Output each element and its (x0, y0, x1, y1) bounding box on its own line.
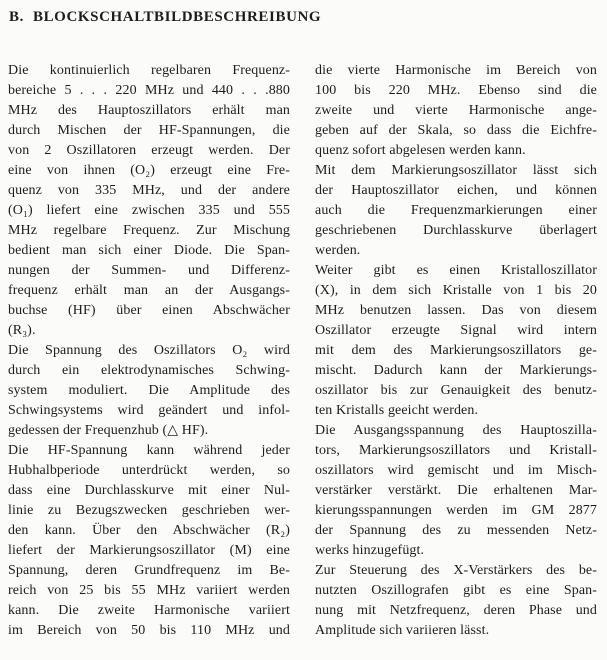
text-line: kierungsspannungen werden im GM 2877 (315, 503, 597, 518)
text-line: reich von 25 bis 55 MHz variiert werden (8, 583, 290, 598)
text-line: quenz sofort abgelesen werden kann. (315, 143, 526, 158)
text-line: nungen der Summen- und Differenz- (8, 263, 290, 278)
text-line: durch ein elektrodynamisches Schwing- (8, 363, 290, 378)
text-column-left (8, 61, 290, 641)
text-line: MHz regelbare Frequenz. Zur Mischung (8, 223, 290, 238)
text-line: buchse (HF) über einen Abschwächer (8, 303, 290, 318)
text-line: bereiche 5 . . . 220 MHz und 440 . . .880 (8, 83, 290, 98)
text-line: auch die Frequenzmarkierungen einer (315, 203, 597, 218)
text-line: linie zu Bezugszwecken geschrieben wer- (8, 503, 290, 518)
text-line: zweite und vierte Harmonische ange- (315, 103, 597, 118)
text-line: (X), in dem sich Kristalle von 1 bis 20 (315, 283, 597, 298)
text-line: geschriebenen Durchlasskurve überlagert (315, 223, 597, 238)
text-line: nutzten Oszillografen gibt es eine Span- (315, 583, 597, 598)
text-column-right (315, 61, 597, 641)
text-line: ten Kristalls geeicht werden. (315, 403, 479, 418)
section-title: BLOCKSCHALTBILDBESCHREIBUNG (32, 9, 322, 25)
text-line: (R₃). (8, 323, 36, 338)
text-line: die vierte Harmonische im Bereich von (315, 63, 597, 78)
text-line: MHz benutzen lassen. Das von diesem (315, 303, 597, 318)
text-line: eine von ihnen (O₂) erzeugt eine Fre- (8, 163, 290, 178)
text-line: werks hinzugefügt. (315, 543, 425, 558)
text-line: Zur Steuerung des X-Verstärkers des be- (315, 563, 597, 578)
section-heading (9, 9, 321, 26)
text-line: den kann. Über den Abschwächer (R₂) (8, 523, 290, 538)
text-line: Mit dem Markierungsoszillator lässt sich (315, 163, 597, 178)
text-line: MHz des Hauptoszillators erhält man (8, 103, 290, 118)
text-line: quenz von 335 MHz, und der andere (8, 183, 290, 198)
text-line: oszillator bis zur Genauigkeit des benutz- (315, 383, 597, 398)
text-line: Die Ausgangsspannung des Hauptoszilla- (315, 423, 597, 438)
text-line: von 2 Oszillatoren erzeugt werden. Der (8, 143, 290, 158)
text-line: Die kontinuierlich regelbaren Frequenz- (8, 63, 290, 78)
text-line: frequenz erhält man an der Ausgangs- (8, 283, 290, 298)
section-letter: B. (9, 9, 24, 25)
text-line: Oszillator erzeugte Signal wird intern (315, 323, 597, 338)
text-line: Spannung, deren Grundfrequenz im Be- (8, 563, 290, 578)
text-line: Hubhalbperiode unterdrückt werden, so (8, 463, 290, 478)
text-line: liefert der Markierungsoszillator (M) eine (8, 543, 290, 558)
text-line: im Bereich von 50 bis 110 MHz und (8, 623, 290, 638)
text-line: mischt. Dadurch kann der Markierungs- (315, 363, 597, 378)
two-column-text (8, 61, 597, 641)
text-line: Schwingsystems wird geändert und infol- (8, 403, 290, 418)
text-line: tors, Markierungsoszillators und Kristall- (315, 443, 597, 458)
text-line: bedient man sich einer Diode. Die Span- (8, 243, 290, 258)
text-line: gedessen der Frequenzhub (△ HF). (8, 423, 209, 438)
text-line: mit dem des Markierungsoszillators ge- (315, 343, 597, 358)
text-line: kann. Die zweite Harmonische variiert (8, 603, 290, 618)
text-line: durch Mischen der HF-Spannungen, die (8, 123, 290, 138)
text-line: system moduliert. Die Amplitude des (8, 383, 290, 398)
text-line: der Spannung des zu messenden Netz- (315, 523, 597, 538)
text-line: Weiter gibt es einen Kristalloszillator (315, 263, 597, 278)
text-line: Amplitude sich variieren lässt. (315, 623, 490, 638)
text-line: werden. (315, 243, 361, 258)
text-line: oszillators wird gemischt und im Misch- (315, 463, 597, 478)
text-line: geben auf der Skala, so dass die Eichfre- (315, 123, 597, 138)
text-line: nung mit Netzfrequenz, deren Phase und (315, 603, 597, 618)
text-line: Die HF-Spannung kann während jeder (8, 443, 290, 458)
text-line: (O₁) liefert eine zwischen 335 und 555 (8, 203, 290, 218)
text-line: 100 bis 220 MHz. Ebenso sind die (315, 83, 597, 98)
text-line: dass eine Durchlasskurve mit einer Nul- (8, 483, 290, 498)
text-line: der Hauptoszillator eichen, und können (315, 183, 597, 198)
text-line: Die Spannung des Oszillators O₂ wird (8, 343, 290, 358)
text-line: verstärker verstärkt. Die erhaltenen Mar- (315, 483, 597, 498)
